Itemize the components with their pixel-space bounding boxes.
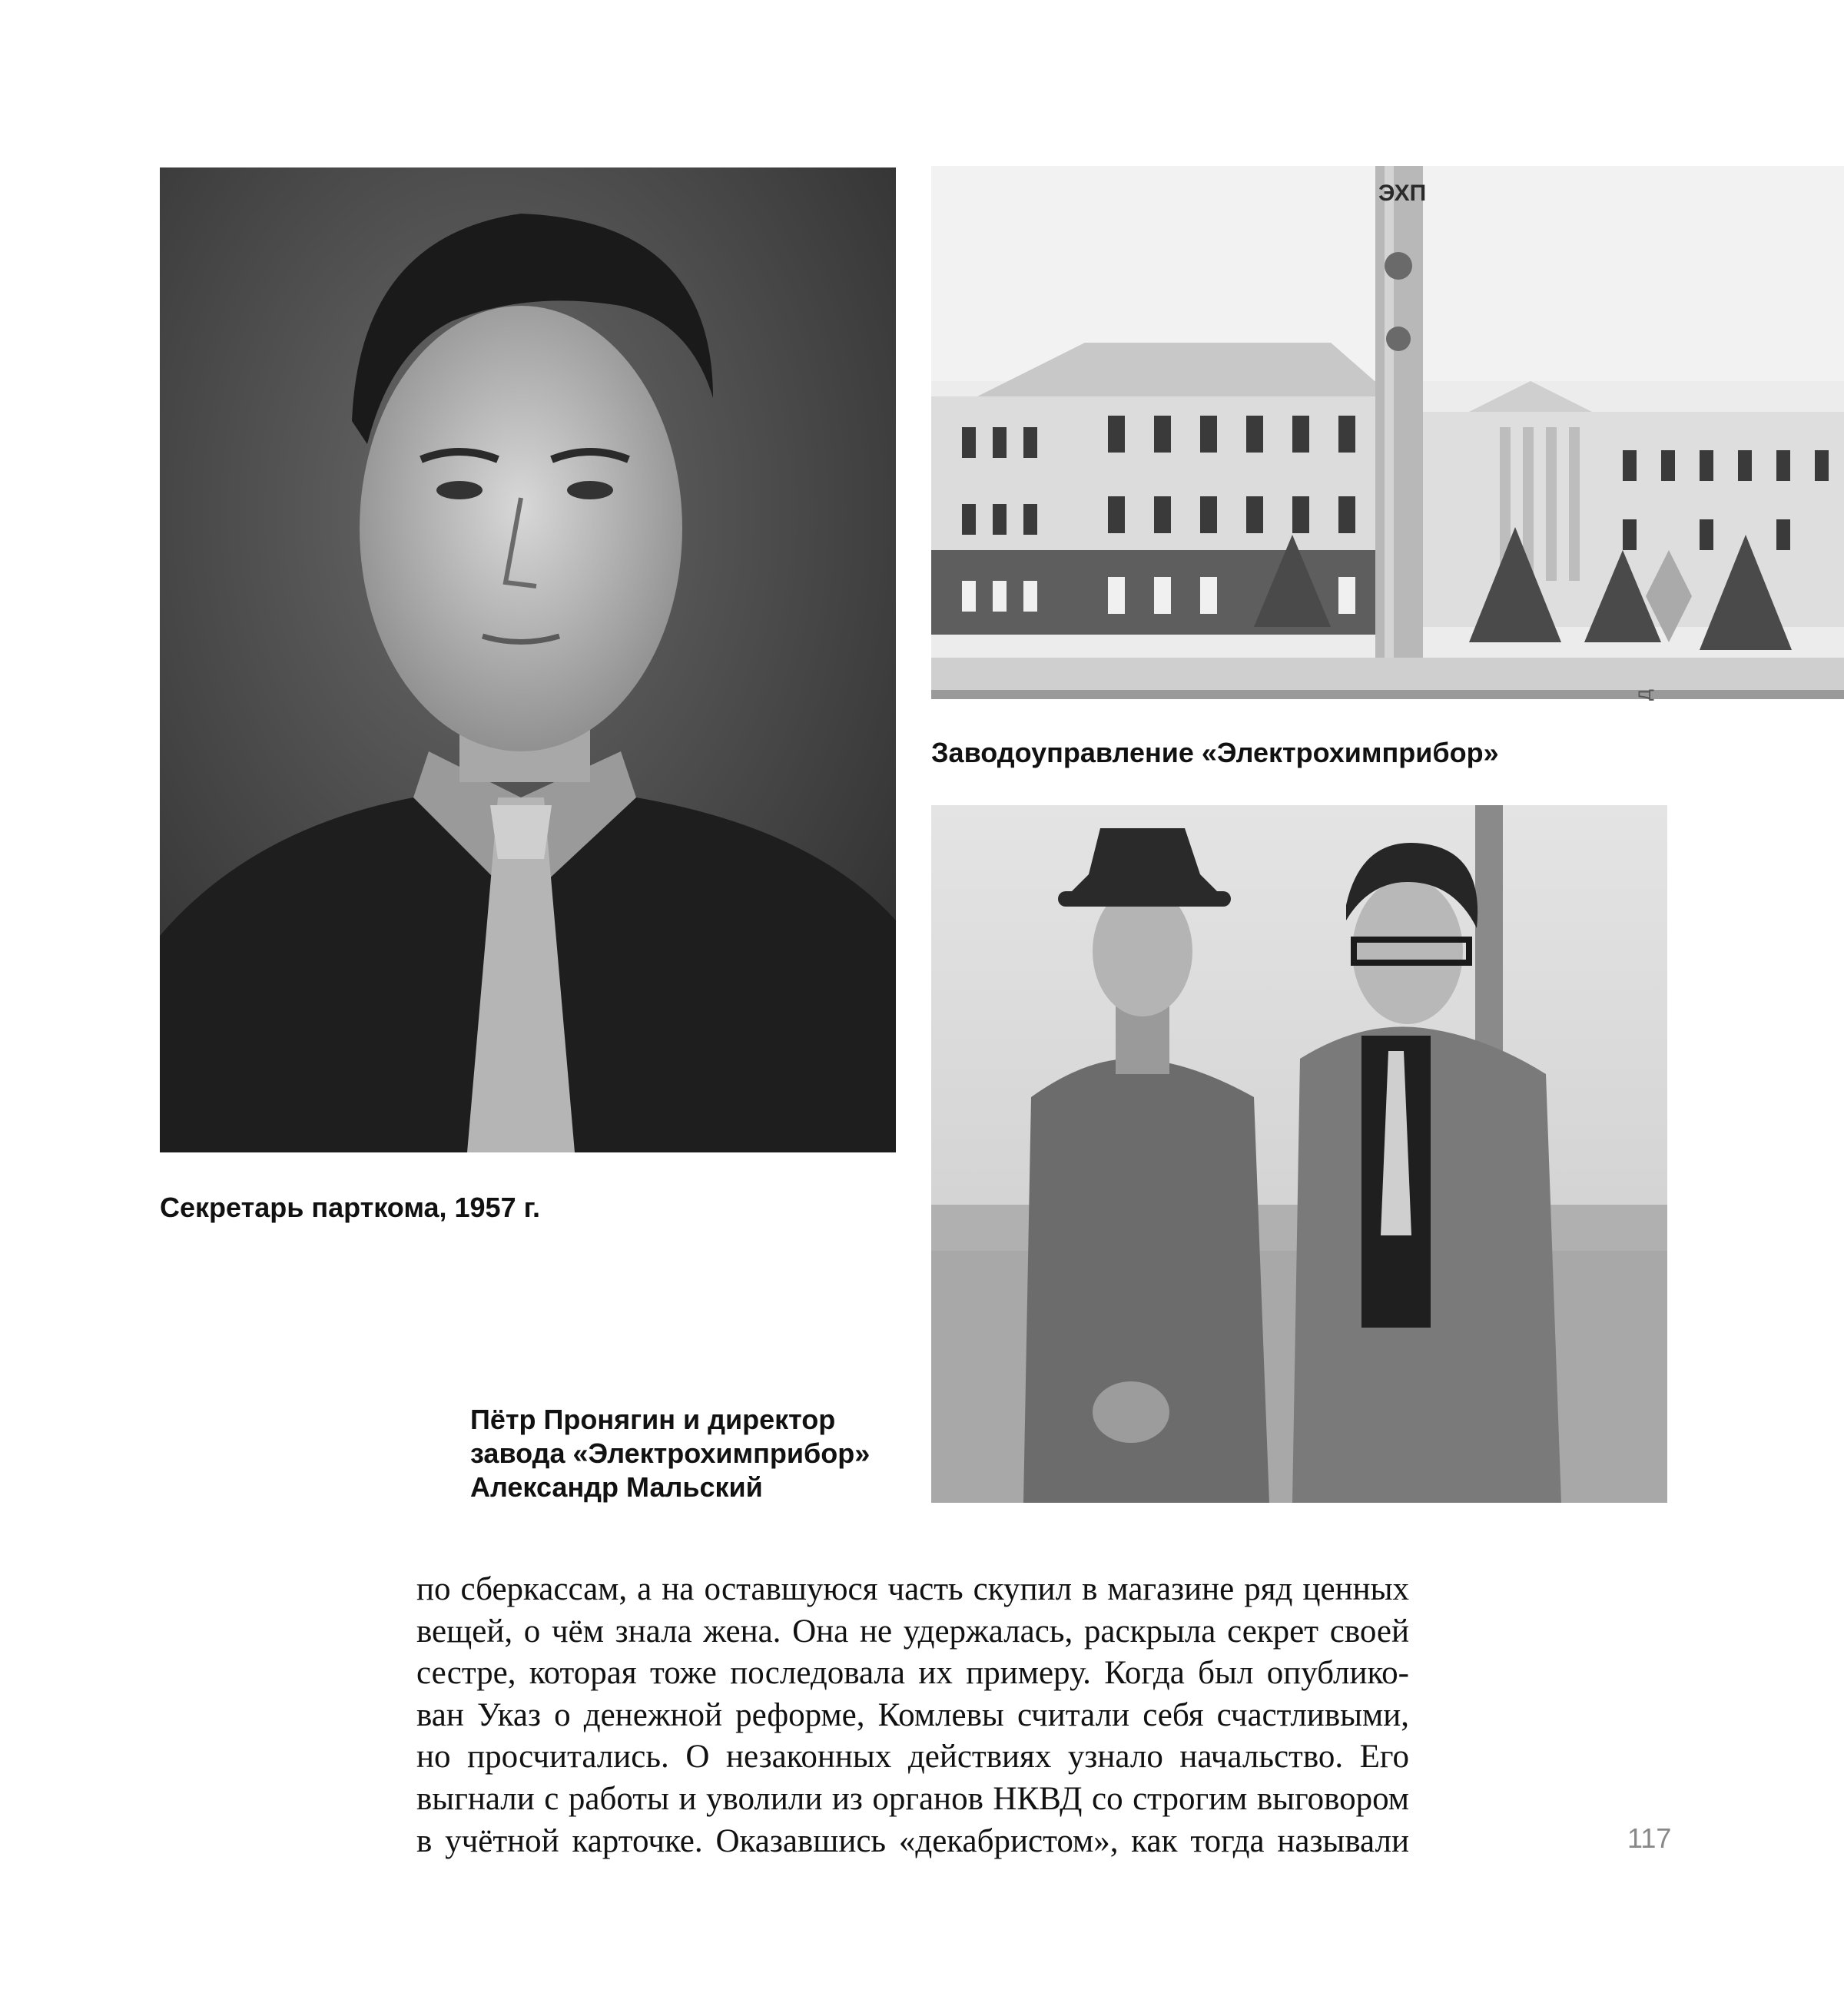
caption-line: Александр Мальский <box>470 1471 763 1503</box>
body-paragraph <box>416 1569 1409 1862</box>
text-line: по сберкассам, а на оставшуюся часть скупил в магазине ряд ценных <box>416 1571 1409 1607</box>
two-men-caption <box>470 1403 900 1504</box>
text-line: в учётной карточке. Оказавшись «декабристом», как тогда называли <box>416 1822 1409 1859</box>
text-line: но просчитались. О незаконных действиях узнало начальство. Его <box>416 1739 1409 1776</box>
portrait-caption: Секретарь парткома, 1957 г. <box>160 1192 540 1223</box>
photo-credit: Д <box>1635 689 1654 701</box>
portrait-photo <box>160 167 896 1152</box>
factory-building-photo <box>931 166 1844 699</box>
text-line: ван Указ о денежной реформе, Комлевы считали себя счастливыми, <box>416 1696 1409 1733</box>
text-line: сестре, которая тоже последовала их примеру. Когда был опублико- <box>416 1655 1409 1692</box>
text-line: вещей, о чём знала жена. Она не удержалась, раскрыла секрет своей <box>416 1613 1409 1650</box>
caption-line: завода «Электрохимприбор» <box>470 1437 871 1469</box>
caption-line: Пётр Пронягин и директор <box>470 1404 836 1435</box>
page-number: 117 <box>1627 1822 1672 1854</box>
text-line: выгнали с работы и уволили из органов НКВД со строгим выговором <box>416 1780 1409 1817</box>
building-caption: Заводоуправление «Электрохимприбор» <box>931 737 1499 768</box>
two-men-photo <box>931 805 1667 1503</box>
obelisk-sign-text: ЭХП <box>1378 181 1427 206</box>
